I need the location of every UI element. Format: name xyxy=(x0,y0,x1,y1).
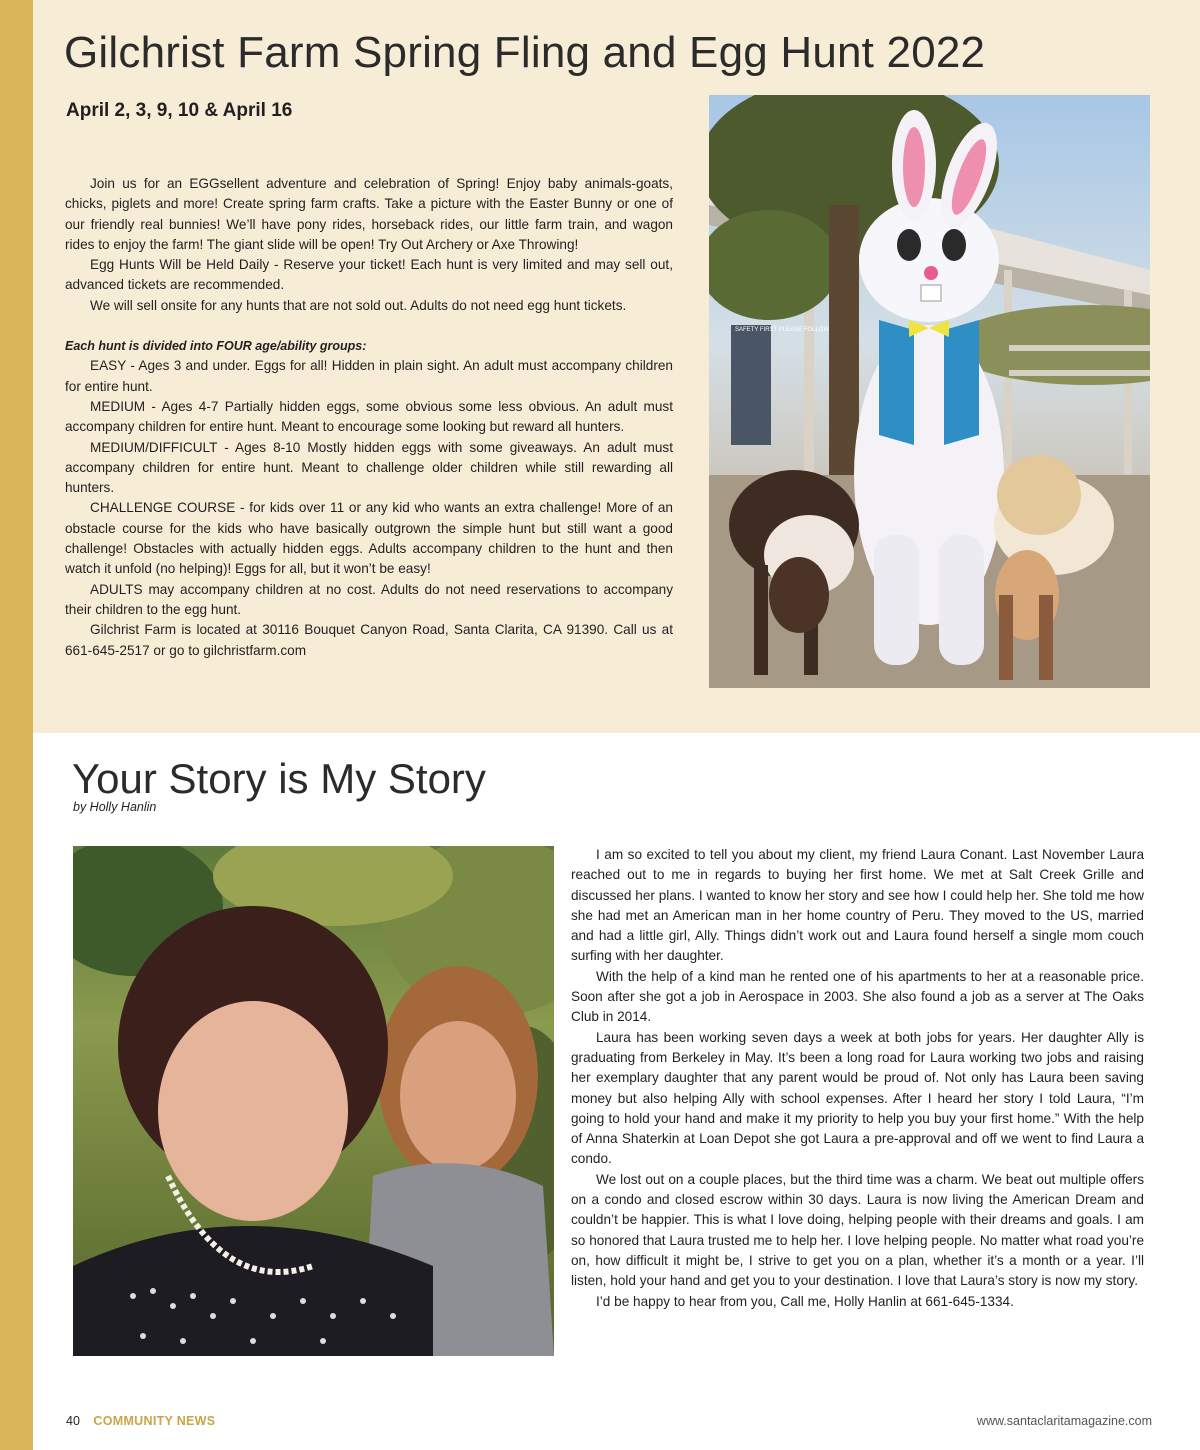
story-paragraph: I am so excited to tell you about my client, my friend Laura Conant. Last November Laura reached out to me in regards to buying her first home. We met at Salt Creek Grille and discussed her plans. I wanted to know her story and see how I could help her. She told me how she had met an American man in her home country of Peru. They moved to the US, married and had a little girl, Ally. Things didn’t work out and Laura found herself a single mom couch surfing with her daughter. xyxy=(571,847,1144,964)
event-body xyxy=(65,174,673,661)
event-paragraph: Join us for an EGGsellent adventure and celebration of Spring! Enjoy baby animals-goats, chicks, piglets and more! Create spring farm crafts. Take a picture with the Easter Bunny or one of our friendly real bunnies! We’ll have pony rides, horseback rides, our little farm train, and wagon rides to enjoy the farm! The giant slide will be open! Try Out Archery or Axe Throwing! xyxy=(65,176,673,252)
selfie-photo xyxy=(73,846,554,1356)
event-title: Gilchrist Farm Spring Fling and Egg Hunt 2022 xyxy=(64,28,986,77)
event-paragraph: Egg Hunts Will be Held Daily - Reserve your ticket! Each hunt is very limited and may sell out, advanced tickets are recommended. xyxy=(65,257,673,293)
safety-sign: SAFETY FIRST PLEASE FOLLOW xyxy=(735,327,830,333)
easter-bunny-photo xyxy=(709,95,1150,688)
age-group-challenge: CHALLENGE COURSE - for kids over 11 or any kid who wants an extra challenge! More of an obstacle course for the kids who have basically outgrown the simple hunt but still want a good challenge! Obstacles with actually hidden eggs. Adults accompany children to the hunt and then watch it unfold (no helping)! Eggs for all, but it won’t be easy! xyxy=(65,500,673,577)
section-name: COMMUNITY NEWS xyxy=(93,1414,216,1428)
story-title: Your Story is My Story xyxy=(72,755,486,802)
age-group-easy: EASY - Ages 3 and under. Eggs for all! Hidden in plain sight. An adult must accompany children for entire hunt. xyxy=(65,358,673,394)
story-paragraph: I’d be happy to hear from you, Call me, Holly Hanlin at 661-645-1334. xyxy=(596,1293,1014,1309)
event-dates: April 2, 3, 9, 10 & April 16 xyxy=(66,100,293,121)
event-paragraph: We will sell onsite for any hunts that are not sold out. Adults do not need egg hunt tickets. xyxy=(90,297,627,313)
age-group-medium: MEDIUM - Ages 4-7 Partially hidden eggs, some obvious some less obvious. An adult must accompany children for entire hunt. Meant to encourage some looking but reward all hunters. xyxy=(65,398,673,435)
page-number: 40 xyxy=(66,1414,80,1428)
story-paragraph: We lost out on a couple places, but the third time was a charm. We beat out multiple offers on a condo and closed escrow within 30 days. Laura is now living the American Dream and couldn’t be happier. This is what I love doing, helping people with their dreams and goals. I am so honored that Laura trusted me to help her. I love helping people. No matter what road you’re on, how difficult it might be, I strive to get you on a plan, whether it’s a month or a year. I’ll listen, hold your hand and get you to your destination. I love that Laura’s story is now my story. xyxy=(571,1171,1144,1289)
age-group-medium-difficult: MEDIUM/DIFFICULT - Ages 8-10 Mostly hidden eggs with some giveaways. An adult must accompany children for entire hunt. Meant to challenge older children while still rewarding all hunters. xyxy=(65,439,673,496)
story-paragraph: With the help of a kind man he rented one of his apartments to her at a reasonable price. Soon after she got a job in Aerospace in 2003. She also found a job as a server at The Oaks Club in 2014. xyxy=(571,968,1144,1025)
story-paragraph: Laura has been working seven days a week at both jobs for years. Her daughter Ally is graduating from Berkeley in May. It’s been a long road for Laura working two jobs and raising her exemplary daughter that any parent would be proud of. Not only has Laura been saving money but also helping Ally with school expenses. After I heard her story I told Laura, “I’m going to hold your hand and make it my priority to help you buy your first home.” With the help of Anna Shaterkin at Loan Depot she got Laura a pre-approval and off we went to find Laura a condo. xyxy=(571,1029,1144,1167)
gold-margin-bar xyxy=(0,0,33,1450)
magazine-website: www.santaclaritamagazine.com xyxy=(976,1414,1152,1428)
story-byline: by Holly Hanlin xyxy=(73,800,157,814)
adults-note: ADULTS may accompany children at no cost. Adults do not need reservations to accompany their children to the egg hunt. xyxy=(65,581,673,617)
two-women-selfie-illustration xyxy=(73,846,554,1356)
age-groups-heading: Each hunt is divided into FOUR age/ability groups: xyxy=(65,339,367,354)
story-body xyxy=(571,845,1144,1312)
farm-location: Gilchrist Farm is located at 30116 Bouquet Canyon Road, Santa Clarita, CA 91390. Call us at 661-645-2517 or go to gilchristfarm.com xyxy=(65,622,673,658)
page-footer xyxy=(66,1414,215,1428)
easter-bunny-with-ponies-illustration xyxy=(709,95,1150,688)
